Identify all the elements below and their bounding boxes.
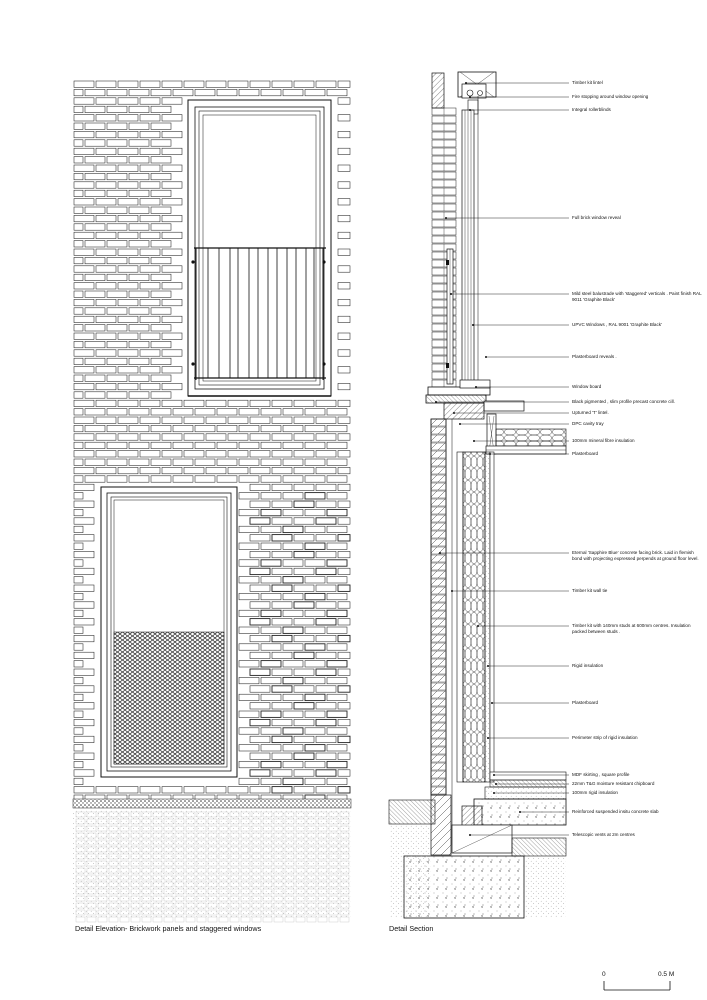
annotation-label: UPVC Windows , RAL 9001 'Graphite Black' <box>572 322 662 327</box>
elevation-view <box>73 81 351 922</box>
annotation-label: Eternal 'Sapphire Blue' concrete facing brick. Laid in flemish bond with projecting expressed perpends at ground floor level. <box>572 550 699 561</box>
annotation-label: Plasterboard <box>572 700 599 705</box>
cill-detail <box>426 380 566 454</box>
annotation-label: Black pigmented , slim profile precast concrete cill. <box>572 399 675 404</box>
annotation-label: 100mm mineral fibre insulation <box>572 438 635 443</box>
section-caption: Detail Section <box>389 924 434 933</box>
annotation-label: Perimeter strip of rigid insulation <box>572 735 638 740</box>
annotation-label: DPC cavity tray <box>572 421 604 426</box>
annotation-label: Plasterboard <box>572 451 599 456</box>
annotation-label: Rigid insulation <box>572 663 604 668</box>
balustrade-section <box>446 249 453 384</box>
annotation-label: Full brick window reveal <box>572 215 621 220</box>
annotation-label: Fire stopping around window opening <box>572 94 649 99</box>
window-frame-section <box>462 96 478 388</box>
perforated-screen <box>114 632 224 764</box>
annotation-label: Window board <box>572 384 602 389</box>
scale-end-label: 0.5 M <box>658 971 675 978</box>
annotation-label: Timber kit lintel <box>572 80 603 85</box>
mineral-fibre-insulation <box>496 429 566 446</box>
scale-start-label: 0 <box>602 971 606 978</box>
annotation-label: Telescopic vents at 2m centres <box>572 832 635 837</box>
facing-brick-leaf <box>431 419 446 794</box>
ground-below <box>73 809 351 917</box>
timber-kit-wall <box>452 419 494 845</box>
annotation-label: Timber kit with 140mm studs at 600mm centres. Insulation packed between studs . <box>572 623 691 634</box>
annotation-label: Reinforced suspended insitu concrete slab <box>572 809 659 814</box>
annotation-label: Timber kit wall tie <box>572 588 608 593</box>
annotation-label: 100mm rigid insulation <box>572 790 618 795</box>
lower-window <box>101 487 237 777</box>
annotation-label: Plasterboard reveals . <box>572 354 617 359</box>
gravel-strip <box>73 799 351 808</box>
annotation-label: 22mm T&G moisture resistant chipboard <box>572 781 655 786</box>
section-view <box>389 72 569 918</box>
scale-bar <box>604 981 670 990</box>
annotation-label: Upturned 'T' lintel. <box>572 410 609 415</box>
annotation-label: Integral rollerblinds <box>572 107 611 112</box>
annotation-label: MDF skirting , square profile <box>572 772 630 777</box>
elevation-caption: Detail Elevation- Brickwork panels and staggered windows <box>75 924 262 933</box>
annotation-label: Mild steel balustrade with 'staggered' verticals . Paint finish RAL 9011 'Graphite Black' <box>572 291 702 302</box>
